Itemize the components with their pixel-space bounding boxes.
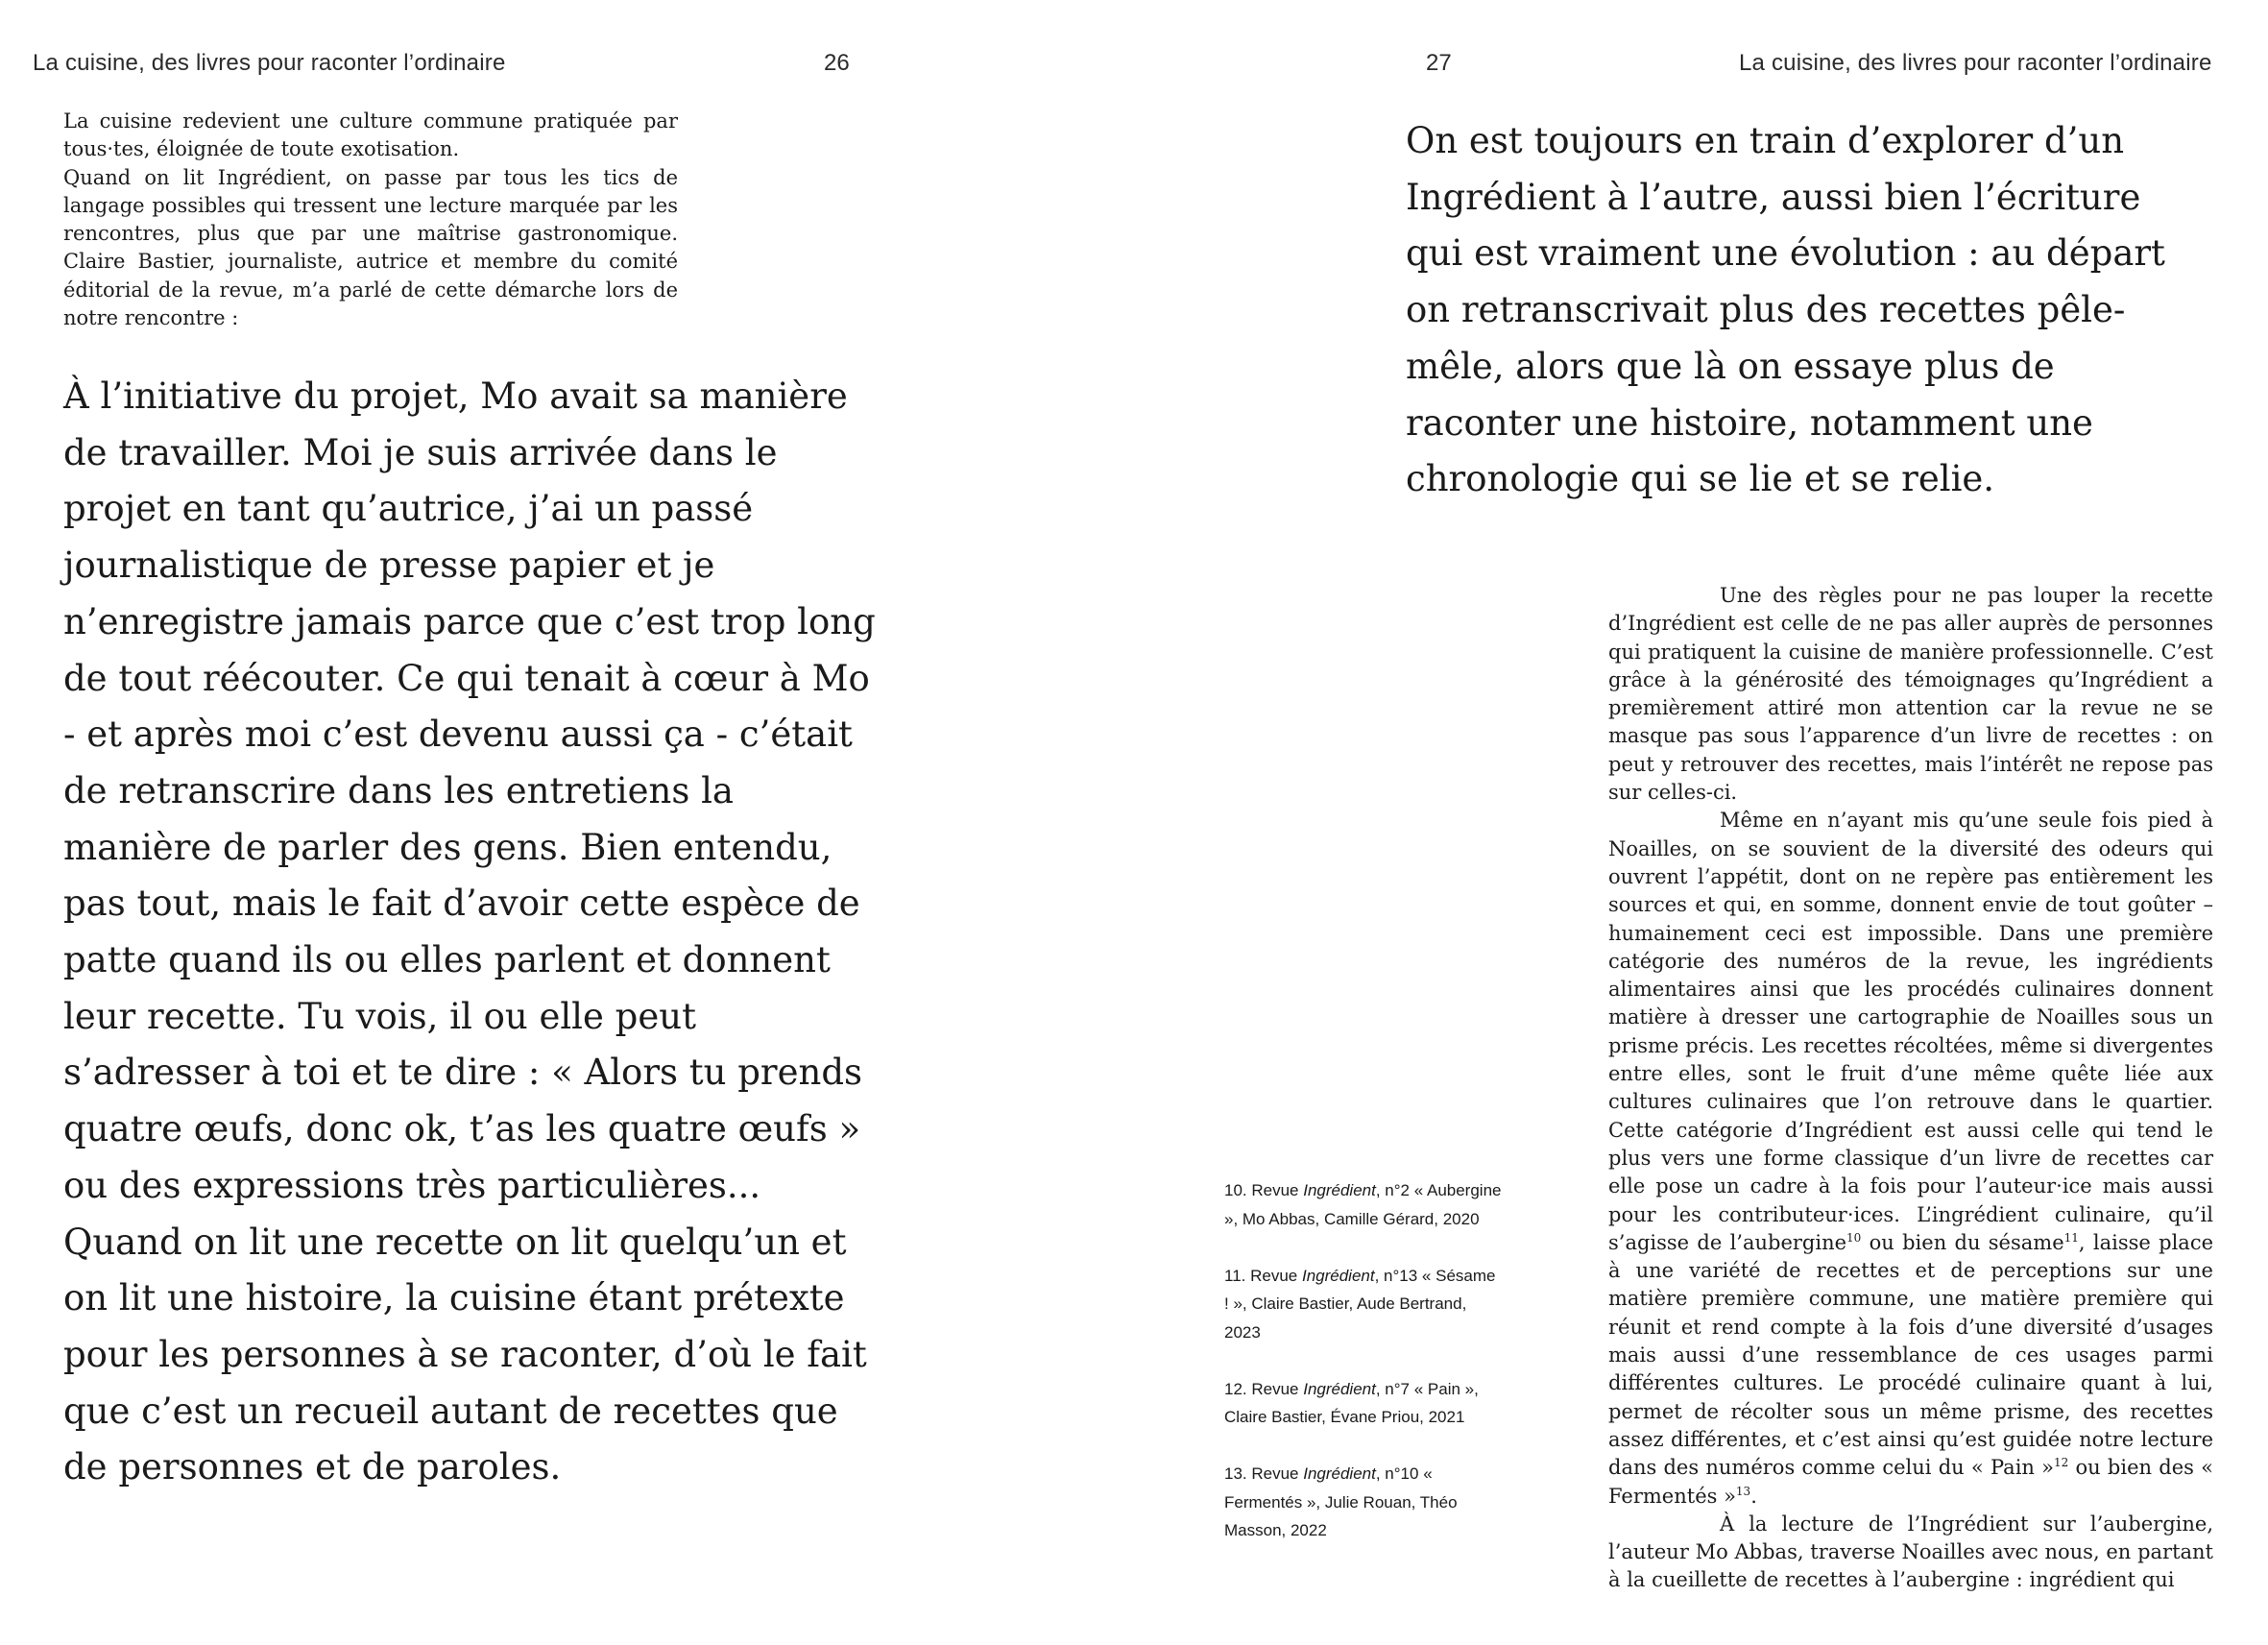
folio-right: 27	[1426, 50, 1452, 76]
footnote-12: 12. Revue Ingrédient, n°7 « Pain », Claire Bastier, Évane Priou, 2021	[1224, 1379, 1479, 1426]
footnote-11: 11. Revue Ingrédient, n°13 « Sésame ! », Claire Bastier, Aude Bertrand, 2023	[1224, 1266, 1496, 1342]
interview-quote-text: À l’initiative du projet, Mo avait sa manière de travailler. Moi je suis arrivée dans le projet en tant qu’autrice, j’ai un passé journalistique de presse papier et je n’enregistre jamais parce que c’est trop long de tout réécouter. Ce qui tenait à cœur à Mo - et après moi c’est devenu aussi ça - c’était de retranscrire dans les entretiens la manière de parler des gens. Bien entendu, pas tout, mais le fait d’avoir cette espèce de patte quand ils ou elles parlent et donnent leur recette. Tu vois, il ou elle peut s’adresser à toi et te dire : « Alors tu prends quatre œufs, donc ok, t’as les quatre œufs » ou des expressions très particulières... Quand on lit une recette on lit quelqu’un et on lit une histoire, la cuisine étant prétexte pour les personnes à se raconter, d’où le fait que c’est un recueil autant de recettes que de personnes et de paroles.	[63, 375, 876, 1488]
body-column	[1608, 582, 2213, 1595]
pull-quote-text: On est toujours en train d’explorer d’un Ingrédient à l’autre, aussi bien l’écriture qui est vraiment une évolution : au départ on retranscrivait plus des recettes pêle-mêle, alors que là on essaye plus de raconter une histoire, notamment une chronologie qui se lie et se relie.	[1406, 120, 2165, 500]
footnote-ref-10[interactable]: 10	[1846, 1230, 1862, 1245]
body-paragraph-2: Même en n’ayant mis qu’une seule fois pied à Noailles, on se souvient de la diversité des odeurs qui ouvrent l’appétit, dont on ne repère pas entièrement les sources et qui, en somme, donnent envie de tout goûter – humainement ceci est impossible. Dans une première catégorie des numéros de la revue, les ingrédients alimentaires ainsi que les procédés culinaires donnent matière à dresser une cartographie de Noailles sous un prisme précis. Les recettes récoltées, même si divergentes entre elles, sont le fruit d’une même quête liée aux cultures culinaires que l’on retrouve dans le quartier. Cette catégorie d’Ingrédient est aussi celle qui tend le plus vers une forme classique d’un livre de recettes car elle pose un cadre à la fois pour l’auteur·ice mais aussi pour les contributeur·ices. L’ingrédient culinaire, qu’il s’agisse de l’aubergine$^{10}$ ou bien du sésame$^{11}$, laisse place à une variété de recettes et de perceptions sur une matière première commune, une matière première qui réunit et rend compte à la fois d’une diversité d’usages mais aussi d’une ressemblance de ces usages parmi différentes cultures. Le procédé culinaire quant à lui, permet de récolter sous un même prisme, des recettes assez différentes, et c’est ainsi qu’est guidée notre lecture dans des numéros comme celui du « Pain »$^{12}$ ou bien des « Fermentés »$^{13}$.	[1608, 809, 2214, 1508]
body-paragraph-3: À la lecture de l’Ingrédient sur l’aubergine, l’auteur Mo Abbas, traverse Noailles avec nous, en partant à la cueillette de recettes à l’aubergine : ingrédient qui	[1608, 1512, 2213, 1592]
right-page	[1134, 0, 2268, 1645]
intro-line-2: Quand on lit Ingrédient, on passe par tous les tics de langage possibles qui tressent une lecture marquée par les rencontres, plus que par une maîtrise gastronomique. Claire Bastier, journaliste, autrice et membre du comité éditorial de la revue, m’a parlé de cette démarche lors de notre rencontre :	[63, 165, 678, 330]
running-head-right: La cuisine, des livres pour raconter l’ordinaire	[1739, 50, 2212, 76]
intro-paragraph	[63, 108, 678, 332]
intro-line-1: La cuisine redevient une culture commune pratiquée par tous·tes, éloignée de toute exotisation.	[63, 109, 678, 161]
folio-left: 26	[824, 50, 850, 76]
interview-quote	[63, 369, 880, 1496]
footnotes	[1224, 1176, 1503, 1573]
footnote-13: 13. Revue Ingrédient, n°10 « Fermentés », Julie Rouan, Théo Masson, 2022	[1224, 1464, 1458, 1539]
pull-quote	[1406, 113, 2184, 508]
running-head-left: La cuisine, des livres pour raconter l’ordinaire	[33, 50, 506, 76]
footnote-ref-11[interactable]: 11	[2063, 1230, 2079, 1245]
body-paragraph-1: Une des règles pour ne pas louper la recette d’Ingrédient est celle de ne pas aller auprès de personnes qui pratiquent la cuisine de manière professionnelle. C’est grâce à la générosité des témoignages qu’Ingrédient a premièrement attiré mon attention car la revue ne se masque pas sous l’apparence d’un livre de recettes : on peut y retrouver des recettes, mais l’intérêt ne repose pas sur celles-ci.	[1608, 584, 2213, 805]
footnote-ref-13[interactable]: 13	[1735, 1484, 1751, 1498]
footnote-10: 10. Revue Ingrédient, n°2 « Aubergine », Mo Abbas, Camille Gérard, 2020	[1224, 1181, 1502, 1228]
footnote-ref-12[interactable]: 12	[2054, 1456, 2069, 1470]
